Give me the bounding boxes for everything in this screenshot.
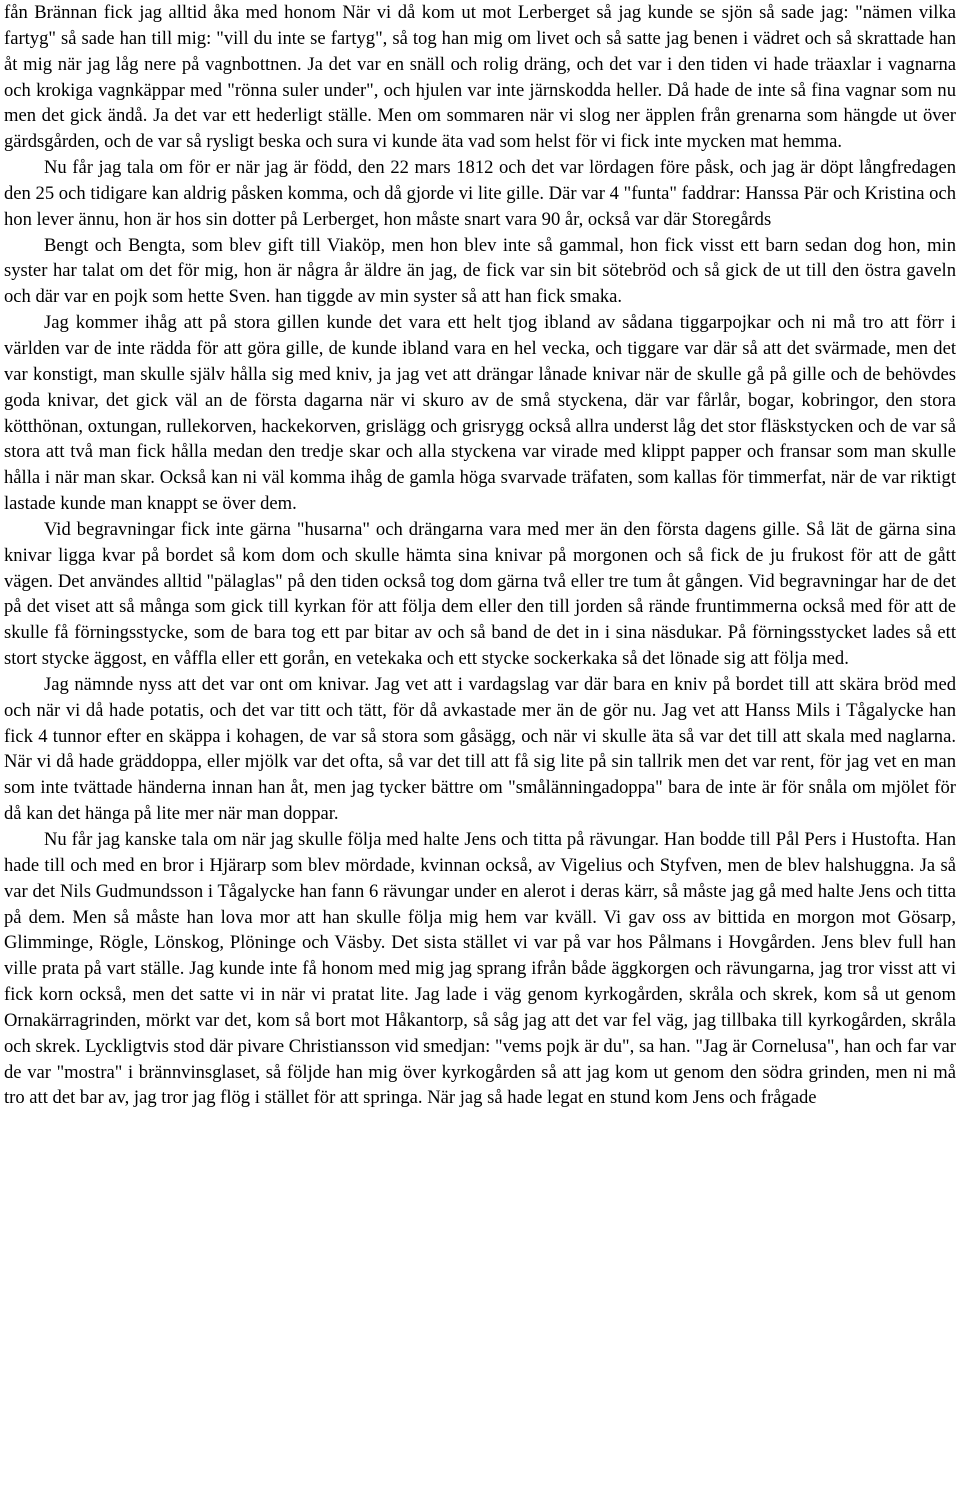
paragraph-2: Nu får jag tala om för er när jag är född, den 22 mars 1812 och det var lördagen före påsk, och jag är döpt långfredagen den 25 och tidigare kan aldrig påsken komma, och då gjorde vi lite gille. Där var 4 "funta" faddrar: Hanssa Pär och Kristina och hon lever ännu, hon är hos sin dotter på Lerberget, hon måste snart vara 90 år, också var där Storegårds <box>4 157 956 230</box>
paragraph-3: Bengt och Bengta, som blev gift till Viaköp, men hon blev inte så gammal, hon fick visst ett barn sedan dog hon, min syster har talat om det för mig, hon är några år äldre än jag, de fick var sin bit sötebröd och så gick de ut till den östra gaveln och där var en pojk som hette Sven. han tiggde av min syster så att han fick smaka. <box>4 234 956 308</box>
paragraph-6: Jag nämnde nyss att det var ont om knivar. Jag vet att i vardagslag var där bara en kniv på bordet till att skära bröd med och när vi då hade potatis, och det var titt och tätt, för då avkastade mer än de gör nu. Jag vet att Hanss Mils i Tågalycke han fick 4 tunnor efter en skäppa i kohagen, de var så stora som gåsägg, och när vi skulle äta så var det till att skala med naglarna. När vi då hade gräddoppa, eller mjölk var det ofta, så var det till att få sig lite på sin tallrik men det var rent, för jag vet en man som inte tvättade händerna innan han åt, men jag tycker bättre om "smålänningadoppa" bara de inte är för snåla om mjölet för då kan det hänga på lite mer när man doppar. <box>4 673 956 825</box>
paragraph-5: Vid begravningar fick inte gärna "husarna" och drängarna vara med mer än den första dagens gille. Så lät de gärna sina knivar ligga kvar på bordet så kom dom och skulle hämta sina knivar på morgonen och så fick de ju frukost för att de gått vägen. Det användes alltid "pälaglas" på den tiden också tog dom gärna två eller tre tum åt gången. Vid begravningar har de det på det viset att så många som gick till kyrkan för att följa dem eller den till jorden så rände fruntimmerna också med för att de skulle få förningsstycke, som de bara tog ett par bitar av och så band de det in i sina näsdukar. På förningsstycket lades så ett stort stycke äggost, en våffla eller ett gorån, en vetekaka och ett stycke sockerkaka så det lönade sig att följa med. <box>4 518 956 670</box>
paragraph-7: Nu får jag kanske tala om när jag skulle följa med halte Jens och titta på rävungar. Han bodde till Pål Pers i Hustofta. Han hade till och med en bror i Hjärarp som blev mördade, kvinnan också, av Vigelius och Styfven, men de blev halshuggna. Ja så var det Nils Gudmundsson i Tågalycke han fann 6 rävungar under en alerot i deras kärr, så måste jag gå med halte Jens och titta på dem. Men så måste han lova mor att han skulle följa mig hem var kväll. Vi gav oss av bittida en morgon mot Gösarp, Glimminge, Rögle, Lönskog, Plöninge och Väsby. Det sista stället vi var på var hos Pålmans i Hovgården. Jens blev full han ville prata på vart ställe. Jag kunde inte få honom med mig jag sprang ifrån både äggkorgen och rävungarna, jag tror visst att vi fick korn också, men det satte vi in när vi pratat lite. Jag lade i väg genom kyrkogården, skråla och skrek, kom så ut genom Ornakärragrinden, mörkt var det, kom så bort mot Håkantorp, så såg jag att det var fel väg, jag tillbaka till kyrkogården, skråla och skrek. Lyckligtvis stod där pivare Christiansson vid smedjan: "vems pojk är du", sa han. "Jag är Cornelusa", han och far var de var "mostra" i brännvinsglaset, så följde han mig över kyrkogården så att jag kom ut genom den södra grinden, men ni må tro att det bar av, jag tror jag flög i stället för att springa. När jag så hade legat en stund kom Jens och frågade <box>4 829 956 1109</box>
paragraph-4: Jag kommer ihåg att på stora gillen kunde det vara ett helt tjog ibland av sådana tiggarpojkar och ni må tro att förr i världen var de inte rädda för att göra gille, de kunde ibland vara en hel vecka, och tiggare var där så att det svärmade, men det var konstigt, man skulle själv hålla sig med kniv, ja jag vet att drängar lånade knivar när de skulle gå på gille och de behövdes goda knivar, det gick väl an de första dagarna när vi skuro av de små styckena, där var fårlår, bogar, kobringor, den stora kötthönan, oxtungan, rullekorven, hackekorven, grislägg och grisrygg också allra underst låg det stor fläskstycken och de var så stora att två man fick hålla medan den tredje skar och alla styckena var virade med klippt papper och fransar som man skulle hålla i när man skar. Också kan ni väl komma ihåg de gamla höga svarvade träfaten, som kallas för timmerfat, när de var riktigt lastade kunde man knappt se över dem. <box>4 312 956 515</box>
document-page <box>4 0 956 1111</box>
paragraph-1: fån Brännan fick jag alltid åka med honom När vi då kom ut mot Lerberget så jag kunde se sjön så sade jag: "nämen vilka fartyg" så sade han till mig: "vill du inte se fartyg", så tog han mig om livet och så satte jag benen i vädret och så skrattade han åt mig när jag låg nere på vagnbottnen. Ja det var en snäll och rolig dräng, och det var i den tiden vi hade träaxlar i vagnarna och krokiga vagnkäppar med "rönna suler under", och hjulen var inte järnskodda heller. Då hade de inte så fina vagnar som nu men det gick ändå. Ja det var ett hederligt ställe. Men om sommaren när vi slog ner äpplen från grenarna som hängde ut över gärdsgården, och de var så rysligt beska och sura vi kunde äta vad som helst för vi fick inte mycken mat hemma. <box>4 2 956 153</box>
